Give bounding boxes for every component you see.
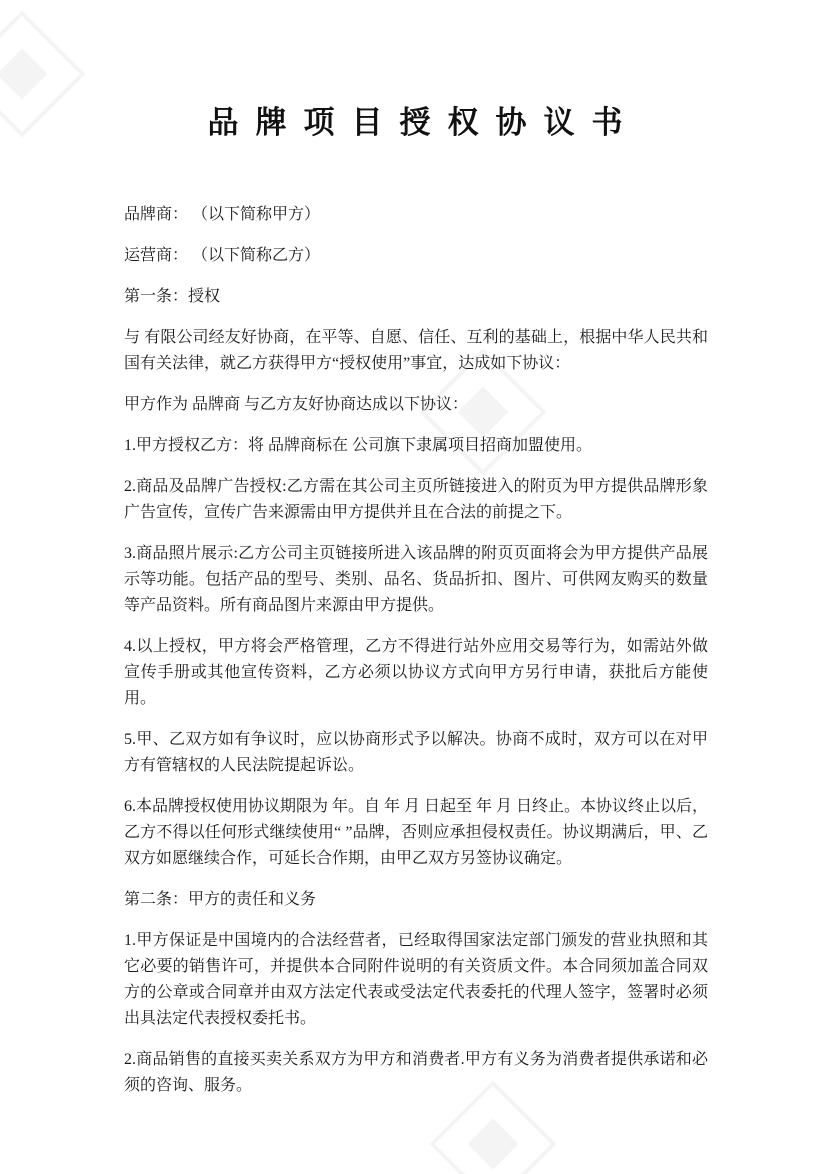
- clause-5: 5.甲、乙双方如有争议时，应以协商形式予以解决。协商不成时，双方可以在对甲方有管辖权的人民法院提起诉讼。: [124, 731, 708, 774]
- clause-2-1: 1.甲方保证是中国境内的合法经营者，已经取得国家法定部门颁发的营业执照和其它必要的销售许可，并提供本合同附件说明的有关资质文件。本合同须加盖合同双方的公章或合同章并由双方法定代表或受法定代表委托的代理人签字，签署时必须出具法定代表授权委托书。: [124, 932, 708, 1027]
- clause-2-2: 2.商品销售的直接买卖关系双方为甲方和消费者.甲方有义务为消费者提供承诺和必须的咨询、服务。: [124, 1051, 708, 1094]
- paragraph: 与 有限公司经友好协商，在平等、自愿、信任、互利的基础上，根据中华人民共和国有关法律，就乙方获得甲方“授权使用”事宜，达成如下协议：: [124, 329, 708, 372]
- party-b-label: 运营商： （以下简称乙方）: [124, 247, 321, 264]
- document-body: [124, 202, 708, 1099]
- paragraph: 甲方作为 品牌商 与乙方友好协商达成以下协议：: [124, 396, 469, 413]
- clause-6: 6.本品牌授权使用协议期限为 年。自 年 月 日起至 年 月 日终止。本协议终止以后，乙方不得以任何形式继续使用“ ”品牌，否则应承担侵权责任。协议期满后，甲、乙双方如愿继续合作，可延长合作期，由甲乙双方另签协议确定。: [124, 798, 709, 867]
- party-a-label: 品牌商： （以下简称甲方）: [124, 206, 321, 223]
- section-heading-2: 第二条：甲方的责任和义务: [124, 891, 317, 908]
- clause-1: 1.甲方授权乙方：将 品牌商标在 公司旗下隶属项目招商加盟使用。: [124, 437, 593, 454]
- section-heading-1: 第一条：授权: [124, 288, 221, 305]
- clause-3: 3.商品照片展示:乙方公司主页链接所进入该品牌的附页页面将会为甲方提供产品展示等功能。包括产品的型号、类别、品名、货品折扣、图片、可供网友购买的数量等产品资料。所有商品图片来源由甲方提供。: [124, 545, 708, 614]
- document-title: 品牌项目授权协议书: [207, 105, 640, 140]
- clause-4: 4.以上授权，甲方将会严格管理，乙方不得进行站外应用交易等行为，如需站外做宣传手册或其他宣传资料，乙方必须以协议方式向甲方另行申请，获批后方能使用。: [124, 638, 708, 707]
- clause-2: 2.商品及品牌广告授权:乙方需在其公司主页所链接进入的附页为甲方提供品牌形象广告宣传，宣传广告来源需由甲方提供并且在合法的前提之下。: [124, 478, 708, 521]
